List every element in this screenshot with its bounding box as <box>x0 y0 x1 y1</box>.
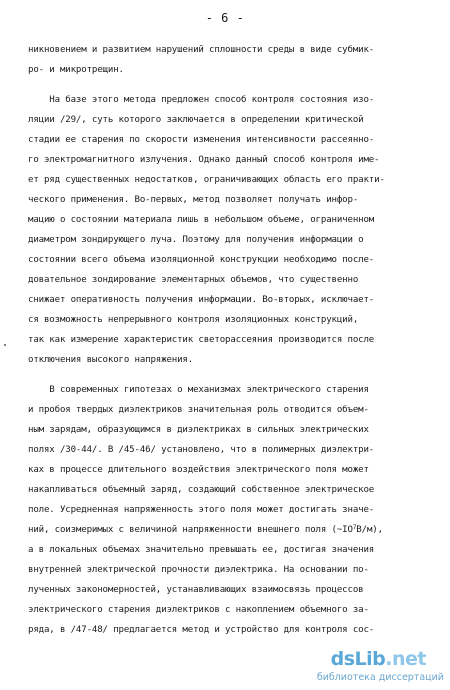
text-line: ческого применения. Во-первых, метод позволяет получать инфор- <box>28 195 359 205</box>
watermark-caption: библиотека диссертаций <box>316 672 444 683</box>
text-line: стадии ее старения по скорости изменения интенсивности рассеянно- <box>28 135 375 145</box>
text-line: довательное зондирование элементарных объемов, что существенно <box>28 275 359 285</box>
text-line: ряда, в /47-48/ предлагается метод и устройство для контроля сос- <box>28 625 375 635</box>
text-line: а в локальных объемах значительно превышать ее, достигая значения <box>28 545 375 555</box>
text-line: го электромагнитного излучения. Однако данный способ контроля име- <box>28 155 380 165</box>
text-line: состоянии всего объема изоляционной конструкции необходимо после- <box>28 255 375 265</box>
text-line: ляции /29/, суть которого заключается в определении критической <box>28 115 364 125</box>
text-line: В современных гипотезах о механизмах электрического старения <box>28 385 369 395</box>
text-line: ках в процессе длительного воздействия электрического поля может <box>28 465 369 475</box>
text-line: На базе этого метода предложен способ контроля состояния изо- <box>28 95 375 105</box>
text-line: ным зарядам, образующимся в диэлектриках в сильных электрических <box>28 425 369 435</box>
text-line: мацию о состоянии материала лишь в небольшом объеме, ограниченном <box>28 215 375 225</box>
logo-tld: .net <box>385 648 426 670</box>
text-line: электрического старения диэлектриков с накоплением объемного за- <box>28 605 369 615</box>
logo-main: dsLib <box>330 648 386 670</box>
text-line: диаметром зондирующего луча. Поэтому для получения информации о <box>28 235 364 245</box>
text-line: никновением и развитием нарушений сплошности среды в виде субмик- <box>28 45 375 55</box>
exponent: 7 <box>352 524 357 531</box>
watermark-logo <box>331 648 426 670</box>
text-line-with-exponent <box>28 526 383 535</box>
text-line: ся возможность непрерывного контроля изоляционных конструкций, <box>28 315 359 325</box>
text-line: и пробоя твердых диэлектриков значительная роль отводится объем- <box>28 405 369 415</box>
text-line: поле. Усредненная напряженность этого поля может достигать значе- <box>28 505 375 515</box>
text-line: снижает оперативность получения информации. Во-вторых, исключает- <box>28 295 375 305</box>
text-line: отключения высокого напряжения. <box>28 355 194 365</box>
text-line: полях /30-44/. В /45-46/ установлено, что в полимерных диэлектри- <box>28 445 375 455</box>
text-line: так как измерение характеристик светорассеяния производится после <box>28 335 375 345</box>
text-line: ет ряд существенных недостатков, ограничивающих область его практи- <box>28 175 385 185</box>
text-line: лученных закономерностей, устанавливающих взаимосвязь процессов <box>28 585 364 595</box>
page-number: - 6 - <box>205 11 245 25</box>
text-line: ний, соизмеримых с величиной напряженности внешнего поля (~IO <box>28 525 353 535</box>
watermark <box>316 648 444 684</box>
text-line: внутренней электрической прочности диэлектрика. На основании по- <box>28 565 369 575</box>
text-line: ро- и микротрещин. <box>28 65 124 75</box>
text-line: накапливаться объемный заряд, создающий собственное электрическое <box>28 485 375 495</box>
scan-speck <box>4 344 6 346</box>
text-line-tail: В/м), <box>356 525 383 535</box>
